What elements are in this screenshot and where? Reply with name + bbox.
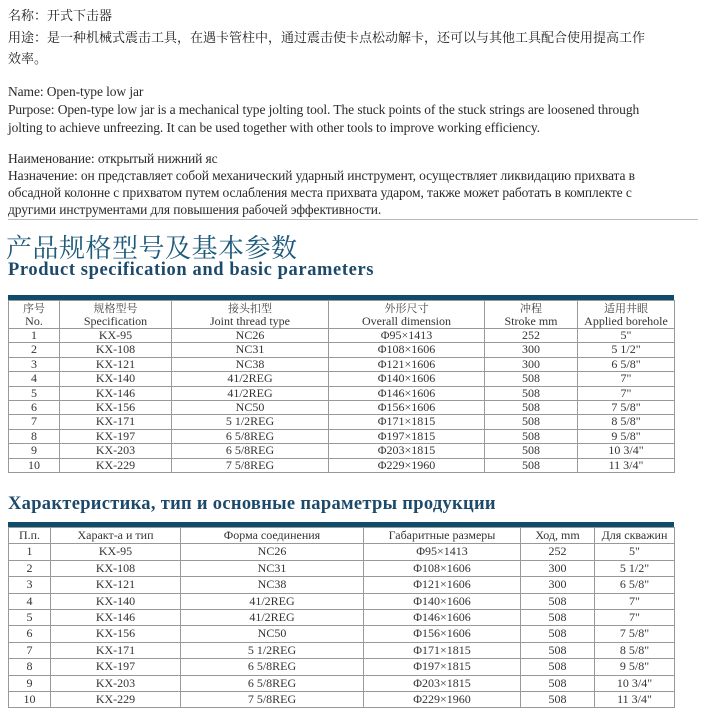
cell-stroke: 508	[521, 692, 595, 708]
cell-borehole: 5 1/2"	[578, 343, 675, 357]
cell-borehole: 8 5/8"	[578, 415, 675, 429]
cell-stroke: 508	[485, 386, 578, 400]
ru-purpose-line3: другими инструментами для повышения рабочей эффективности.	[8, 202, 382, 217]
cell-thread: 6 5/8REG	[172, 429, 329, 443]
header-spec	[60, 301, 172, 329]
header-stroke	[485, 301, 578, 329]
cell-stroke: 252	[485, 329, 578, 343]
header-en: Specification	[83, 313, 148, 328]
cell-no: 10	[9, 692, 51, 708]
cell-stroke: 252	[521, 544, 595, 560]
table-row	[9, 357, 675, 371]
header-cn: 外形尺寸	[384, 301, 429, 315]
cell-spec: KX-140	[60, 372, 172, 386]
cell-dimension: Φ108×1606	[364, 560, 521, 576]
cell-stroke: 300	[521, 577, 595, 593]
cn-purpose-line1: 用途：是一种机械式震击工具，在遇卡管柱中，通过震击使卡点松动解卡，还可以与其他工具配合使用提高工作	[8, 31, 646, 46]
cell-no: 6	[9, 626, 51, 642]
cell-dimension: Φ229×1960	[364, 692, 521, 708]
cell-stroke: 508	[485, 415, 578, 429]
cell-no: 2	[9, 343, 60, 357]
cell-thread: 41/2REG	[181, 593, 364, 609]
cell-spec: KX-197	[60, 429, 172, 443]
cell-thread: 5 1/2REG	[181, 642, 364, 658]
cell-no: 7	[9, 415, 60, 429]
cell-borehole: 9 5/8"	[578, 429, 675, 443]
table-row	[9, 560, 675, 576]
cell-dimension: Φ146×1606	[329, 386, 485, 400]
cell-stroke: 508	[485, 444, 578, 458]
table-row	[9, 343, 675, 357]
cell-no: 8	[9, 659, 51, 675]
cell-stroke: 508	[485, 429, 578, 443]
divider	[8, 219, 698, 220]
cell-thread: NC50	[181, 626, 364, 642]
cell-dimension: Φ156×1606	[329, 401, 485, 415]
header-cn: 适用井眼	[604, 301, 648, 315]
cell-thread: NC38	[172, 357, 329, 371]
table-row	[9, 610, 675, 626]
cell-spec: KX-146	[51, 610, 181, 626]
table-row	[9, 372, 675, 386]
section2-title-ru: Характеристика, тип и основные параметры продукции	[8, 494, 496, 514]
cell-borehole: 7"	[595, 610, 675, 626]
cell-dimension: Φ203×1815	[329, 444, 485, 458]
cell-dimension: Φ171×1815	[364, 642, 521, 658]
cell-spec: KX-171	[51, 642, 181, 658]
cell-thread: NC31	[172, 343, 329, 357]
en-name: Name: Open-type low jar	[8, 84, 144, 99]
cell-no: 4	[9, 372, 60, 386]
header-en: Stroke mm	[504, 313, 558, 328]
cell-thread: 7 5/8REG	[172, 458, 329, 472]
cell-stroke: 300	[485, 357, 578, 371]
cell-borehole: 6 5/8"	[578, 357, 675, 371]
cell-stroke: 508	[485, 458, 578, 472]
table1-header-row	[9, 301, 675, 329]
ru-purpose-line1: Назначение: он представляет собой механический ударный инструмент, осуществляет ликвидацию прихвата в	[8, 168, 635, 183]
cell-spec: KX-95	[51, 544, 181, 560]
cell-stroke: 508	[521, 642, 595, 658]
cell-borehole: 6 5/8"	[595, 577, 675, 593]
cell-thread: NC31	[181, 560, 364, 576]
cell-dimension: Φ171×1815	[329, 415, 485, 429]
cell-spec: KX-197	[51, 659, 181, 675]
cell-no: 2	[9, 560, 51, 576]
cell-dimension: Φ156×1606	[364, 626, 521, 642]
cell-spec: KX-140	[51, 593, 181, 609]
cell-spec: KX-146	[60, 386, 172, 400]
spec-table-cn-en	[8, 300, 675, 473]
cell-spec: KX-203	[51, 675, 181, 691]
cell-thread: 6 5/8REG	[172, 444, 329, 458]
cell-borehole: 7"	[578, 386, 675, 400]
table-row	[9, 544, 675, 560]
cell-no: 9	[9, 675, 51, 691]
cell-stroke: 508	[521, 675, 595, 691]
header-en: Joint thread type	[210, 313, 290, 328]
header-cn: 规格型号	[93, 301, 138, 315]
header-borehole: Для скважин	[595, 528, 675, 544]
cell-borehole: 8 5/8"	[595, 642, 675, 658]
cell-dimension: Φ121×1606	[364, 577, 521, 593]
cell-no: 3	[9, 357, 60, 371]
cell-borehole: 10 3/4"	[595, 675, 675, 691]
cell-borehole: 5 1/2"	[595, 560, 675, 576]
cell-thread: NC26	[172, 329, 329, 343]
header-dimension: Габаритные размеры	[364, 528, 521, 544]
cell-no: 4	[9, 593, 51, 609]
cell-dimension: Φ203×1815	[364, 675, 521, 691]
cell-thread: 41/2REG	[172, 386, 329, 400]
cell-spec: KX-156	[51, 626, 181, 642]
table-row	[9, 429, 675, 443]
table-row	[9, 386, 675, 400]
cell-spec: KX-95	[60, 329, 172, 343]
table-row	[9, 642, 675, 658]
spec-table-ru	[8, 527, 675, 708]
cell-dimension: Φ197×1815	[364, 659, 521, 675]
section1-title-en: Product specification and basic parameters	[8, 260, 375, 280]
table-row	[9, 593, 675, 609]
cell-borehole: 7 5/8"	[595, 626, 675, 642]
cell-thread: NC38	[181, 577, 364, 593]
cell-borehole: 11 3/4"	[578, 458, 675, 472]
cell-no: 9	[9, 444, 60, 458]
en-purpose-line2: jolting to achieve unfreezing. It can be used together with other tools to improve working efficiency.	[8, 120, 540, 135]
table-row	[9, 692, 675, 708]
table-row	[9, 458, 675, 472]
header-dimension	[329, 301, 485, 329]
table-row	[9, 626, 675, 642]
cell-stroke: 508	[485, 372, 578, 386]
table-row	[9, 577, 675, 593]
cell-dimension: Φ229×1960	[329, 458, 485, 472]
cell-no: 1	[9, 544, 51, 560]
cell-borehole: 5"	[578, 329, 675, 343]
table-row	[9, 444, 675, 458]
table-row	[9, 675, 675, 691]
cell-borehole: 7"	[595, 593, 675, 609]
cell-no: 5	[9, 610, 51, 626]
cell-stroke: 508	[521, 659, 595, 675]
cn-name: 名称：开式下击器	[8, 9, 113, 24]
header-thread	[172, 301, 329, 329]
cell-thread: 41/2REG	[181, 610, 364, 626]
cn-purpose-line2: 效率。	[8, 52, 48, 67]
table-row	[9, 659, 675, 675]
cell-stroke: 508	[521, 610, 595, 626]
header-en: Applied borehole	[584, 313, 668, 328]
cell-no: 3	[9, 577, 51, 593]
cell-spec: KX-203	[60, 444, 172, 458]
cell-stroke: 508	[485, 401, 578, 415]
cell-borehole: 11 3/4"	[595, 692, 675, 708]
cell-no: 10	[9, 458, 60, 472]
table2-header-row	[9, 528, 675, 544]
cell-thread: 7 5/8REG	[181, 692, 364, 708]
cell-stroke: 300	[521, 560, 595, 576]
cell-thread: 5 1/2REG	[172, 415, 329, 429]
cell-thread: NC26	[181, 544, 364, 560]
cell-borehole: 7"	[578, 372, 675, 386]
cell-no: 6	[9, 401, 60, 415]
cell-dimension: Φ146×1606	[364, 610, 521, 626]
cell-spec: KX-171	[60, 415, 172, 429]
header-cn: 接头扣型	[228, 301, 272, 315]
en-purpose-line1: Purpose: Open-type low jar is a mechanical type jolting tool. The stuck points of the stuck strings are loosened through	[8, 102, 640, 117]
cell-spec: KX-229	[60, 458, 172, 472]
cell-no: 7	[9, 642, 51, 658]
cell-dimension: Φ108×1606	[329, 343, 485, 357]
cell-dimension: Φ121×1606	[329, 357, 485, 371]
table-row	[9, 415, 675, 429]
header-spec: Характ-а и тип	[51, 528, 181, 544]
cell-borehole: 10 3/4"	[578, 444, 675, 458]
cell-thread: 6 5/8REG	[181, 675, 364, 691]
cell-dimension: Φ140×1606	[364, 593, 521, 609]
cell-stroke: 508	[521, 626, 595, 642]
cell-borehole: 5"	[595, 544, 675, 560]
cell-thread: 41/2REG	[172, 372, 329, 386]
header-cn: 冲程	[520, 301, 542, 315]
header-cn: 序号	[23, 301, 45, 315]
cell-thread: 6 5/8REG	[181, 659, 364, 675]
cell-thread: NC50	[172, 401, 329, 415]
cell-borehole: 9 5/8"	[595, 659, 675, 675]
cell-spec: KX-121	[60, 357, 172, 371]
cell-spec: KX-156	[60, 401, 172, 415]
cell-dimension: Φ95×1413	[329, 329, 485, 343]
cell-dimension: Φ197×1815	[329, 429, 485, 443]
header-en: Overall dimension	[362, 313, 451, 328]
ru-purpose-line2: обсадной колонне с прихватом путем ослабления места прихвата ударом, также может работать в комплекте с	[8, 185, 632, 200]
header-en: No.	[25, 313, 43, 328]
cell-stroke: 508	[521, 593, 595, 609]
cell-spec: KX-229	[51, 692, 181, 708]
section1-title-cn: 产品规格型号及基本参数	[6, 234, 298, 264]
cell-stroke: 300	[485, 343, 578, 357]
cell-dimension: Φ140×1606	[329, 372, 485, 386]
header-borehole	[578, 301, 675, 329]
cell-spec: KX-108	[60, 343, 172, 357]
cell-spec: KX-121	[51, 577, 181, 593]
ru-name: Наименование: открытый нижний яс	[8, 151, 218, 166]
header-no	[9, 301, 60, 329]
table-row	[9, 329, 675, 343]
header-stroke: Ход, mm	[521, 528, 595, 544]
cell-no: 5	[9, 386, 60, 400]
cell-borehole: 7 5/8"	[578, 401, 675, 415]
header-no: П.п.	[9, 528, 51, 544]
header-thread: Форма соединения	[181, 528, 364, 544]
cell-spec: KX-108	[51, 560, 181, 576]
cell-dimension: Φ95×1413	[364, 544, 521, 560]
table-row	[9, 401, 675, 415]
cell-no: 1	[9, 329, 60, 343]
cell-no: 8	[9, 429, 60, 443]
